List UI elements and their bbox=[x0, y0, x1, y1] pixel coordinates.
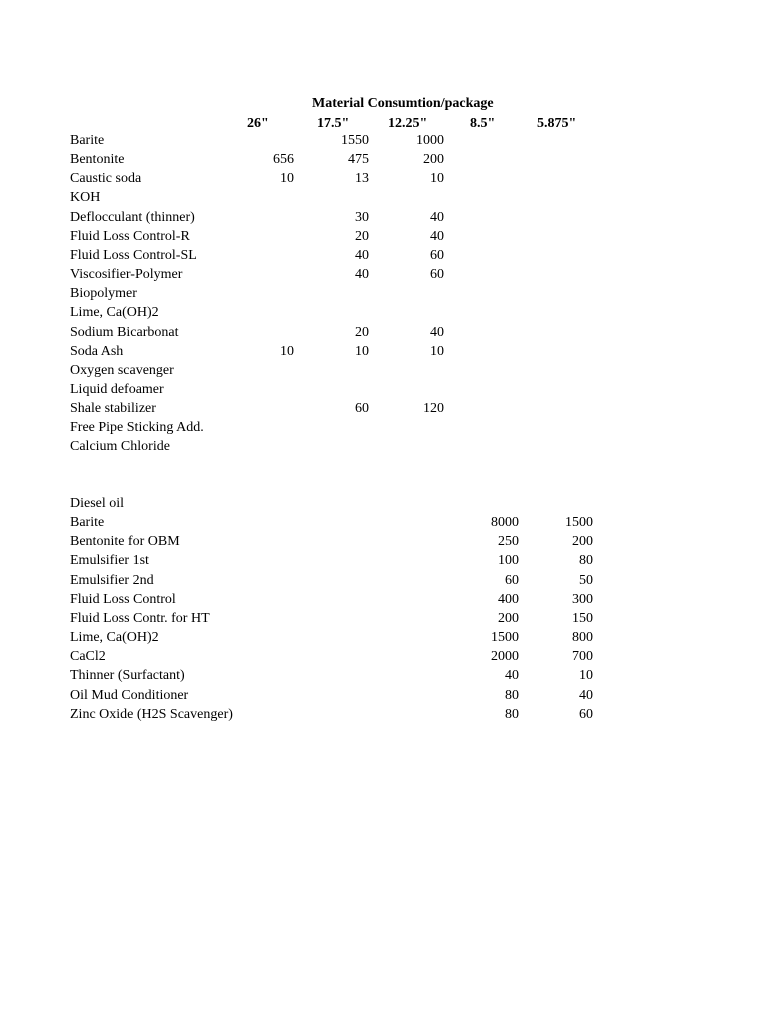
column-header-12-25: 12.25" bbox=[388, 116, 428, 131]
table-row bbox=[0, 686, 768, 705]
table-row bbox=[0, 666, 768, 685]
column-header-5-875: 5.875" bbox=[537, 116, 577, 131]
table-row bbox=[0, 227, 768, 246]
quantity-cell: 10 bbox=[430, 171, 444, 187]
quantity-cell: 40 bbox=[355, 267, 369, 283]
quantity-cell: 200 bbox=[572, 534, 593, 550]
table-row bbox=[0, 399, 768, 418]
table-row bbox=[0, 323, 768, 342]
quantity-cell: 120 bbox=[423, 401, 444, 417]
table-row bbox=[0, 494, 768, 513]
material-name: Bentonite bbox=[70, 152, 125, 168]
material-name: Oxygen scavenger bbox=[70, 362, 174, 378]
quantity-cell: 200 bbox=[423, 152, 444, 168]
table-row bbox=[0, 705, 768, 724]
material-name: Fluid Loss Control-SL bbox=[70, 247, 197, 263]
quantity-cell: 800 bbox=[572, 630, 593, 646]
quantity-cell: 40 bbox=[430, 324, 444, 340]
quantity-cell: 40 bbox=[505, 668, 519, 684]
table-row bbox=[0, 513, 768, 532]
table-row bbox=[0, 188, 768, 207]
quantity-cell: 200 bbox=[498, 610, 519, 626]
table-row bbox=[0, 647, 768, 666]
material-name: Fluid Loss Control-R bbox=[70, 228, 190, 244]
table-row bbox=[0, 628, 768, 647]
quantity-cell: 300 bbox=[572, 591, 593, 607]
material-name: Emulsifier 2nd bbox=[70, 572, 154, 588]
quantity-cell: 40 bbox=[579, 687, 593, 703]
page-title: Material Consumtion/package bbox=[312, 96, 494, 111]
table-row bbox=[0, 551, 768, 570]
column-header-17-5: 17.5" bbox=[317, 116, 350, 131]
material-name: Barite bbox=[70, 515, 105, 531]
table-row bbox=[0, 590, 768, 609]
material-name: Fluid Loss Contr. for HT bbox=[70, 610, 210, 626]
material-name: Sodium Bicarbonat bbox=[70, 324, 179, 340]
quantity-cell: 20 bbox=[355, 324, 369, 340]
material-name: Caustic soda bbox=[70, 171, 142, 187]
material-name: Free Pipe Sticking Add. bbox=[70, 420, 204, 436]
quantity-cell: 60 bbox=[430, 267, 444, 283]
quantity-cell: 60 bbox=[430, 247, 444, 263]
table-row bbox=[0, 437, 768, 456]
table-row bbox=[0, 284, 768, 303]
material-name: Lime, Ca(OH)2 bbox=[70, 630, 159, 646]
table-row bbox=[0, 418, 768, 437]
quantity-cell: 30 bbox=[355, 209, 369, 225]
material-name: Lime, Ca(OH)2 bbox=[70, 305, 159, 321]
table-row bbox=[0, 380, 768, 399]
quantity-cell: 50 bbox=[579, 572, 593, 588]
quantity-cell: 475 bbox=[348, 152, 369, 168]
material-name: Thinner (Surfactant) bbox=[70, 668, 185, 684]
quantity-cell: 60 bbox=[579, 706, 593, 722]
quantity-cell: 1000 bbox=[416, 133, 444, 148]
material-name: Shale stabilizer bbox=[70, 401, 156, 417]
table-row bbox=[0, 208, 768, 227]
quantity-cell: 2000 bbox=[491, 649, 519, 665]
material-name: KOH bbox=[70, 190, 101, 206]
table-row bbox=[0, 303, 768, 322]
quantity-cell: 700 bbox=[572, 649, 593, 665]
table-row bbox=[0, 361, 768, 380]
table-row bbox=[0, 609, 768, 628]
quantity-cell: 60 bbox=[505, 572, 519, 588]
quantity-cell: 400 bbox=[498, 591, 519, 607]
table-row bbox=[0, 131, 768, 150]
quantity-cell: 10 bbox=[355, 343, 369, 359]
quantity-cell: 250 bbox=[498, 534, 519, 550]
table-row bbox=[0, 532, 768, 551]
quantity-cell: 10 bbox=[430, 343, 444, 359]
material-name: Bentonite for OBM bbox=[70, 534, 180, 550]
quantity-cell: 10 bbox=[280, 343, 294, 359]
material-name: Soda Ash bbox=[70, 343, 124, 359]
quantity-cell: 656 bbox=[273, 152, 294, 168]
table-row bbox=[0, 150, 768, 169]
quantity-cell: 100 bbox=[498, 553, 519, 569]
quantity-cell: 1500 bbox=[491, 630, 519, 646]
quantity-cell: 80 bbox=[505, 687, 519, 703]
quantity-cell: 40 bbox=[355, 247, 369, 263]
material-name: Fluid Loss Control bbox=[70, 591, 176, 607]
table-row bbox=[0, 342, 768, 361]
material-name: Calcium Chloride bbox=[70, 439, 170, 455]
material-name: Biopolymer bbox=[70, 286, 137, 302]
table-row bbox=[0, 265, 768, 284]
quantity-cell: 1500 bbox=[565, 515, 593, 531]
column-header-26: 26" bbox=[247, 116, 269, 131]
material-name: Barite bbox=[70, 133, 105, 148]
material-name: Deflocculant (thinner) bbox=[70, 209, 195, 225]
material-name: Oil Mud Conditioner bbox=[70, 687, 189, 703]
quantity-cell: 80 bbox=[579, 553, 593, 569]
material-name: CaCl2 bbox=[70, 649, 106, 665]
quantity-cell: 10 bbox=[579, 668, 593, 684]
quantity-cell: 40 bbox=[430, 209, 444, 225]
material-name: Diesel oil bbox=[70, 496, 125, 511]
material-name: Zinc Oxide (H2S Scavenger) bbox=[70, 706, 233, 722]
quantity-cell: 13 bbox=[355, 171, 369, 187]
quantity-cell: 40 bbox=[430, 228, 444, 244]
quantity-cell: 80 bbox=[505, 706, 519, 722]
table-row bbox=[0, 571, 768, 590]
quantity-cell: 20 bbox=[355, 228, 369, 244]
column-header-8-5: 8.5" bbox=[470, 116, 496, 131]
quantity-cell: 10 bbox=[280, 171, 294, 187]
quantity-cell: 150 bbox=[572, 610, 593, 626]
quantity-cell: 60 bbox=[355, 401, 369, 417]
table-row bbox=[0, 246, 768, 265]
table-row bbox=[0, 169, 768, 188]
material-name: Emulsifier 1st bbox=[70, 553, 149, 569]
quantity-cell: 8000 bbox=[491, 515, 519, 531]
material-name: Viscosifier-Polymer bbox=[70, 267, 183, 283]
material-name: Liquid defoamer bbox=[70, 381, 164, 397]
quantity-cell: 1550 bbox=[341, 133, 369, 148]
